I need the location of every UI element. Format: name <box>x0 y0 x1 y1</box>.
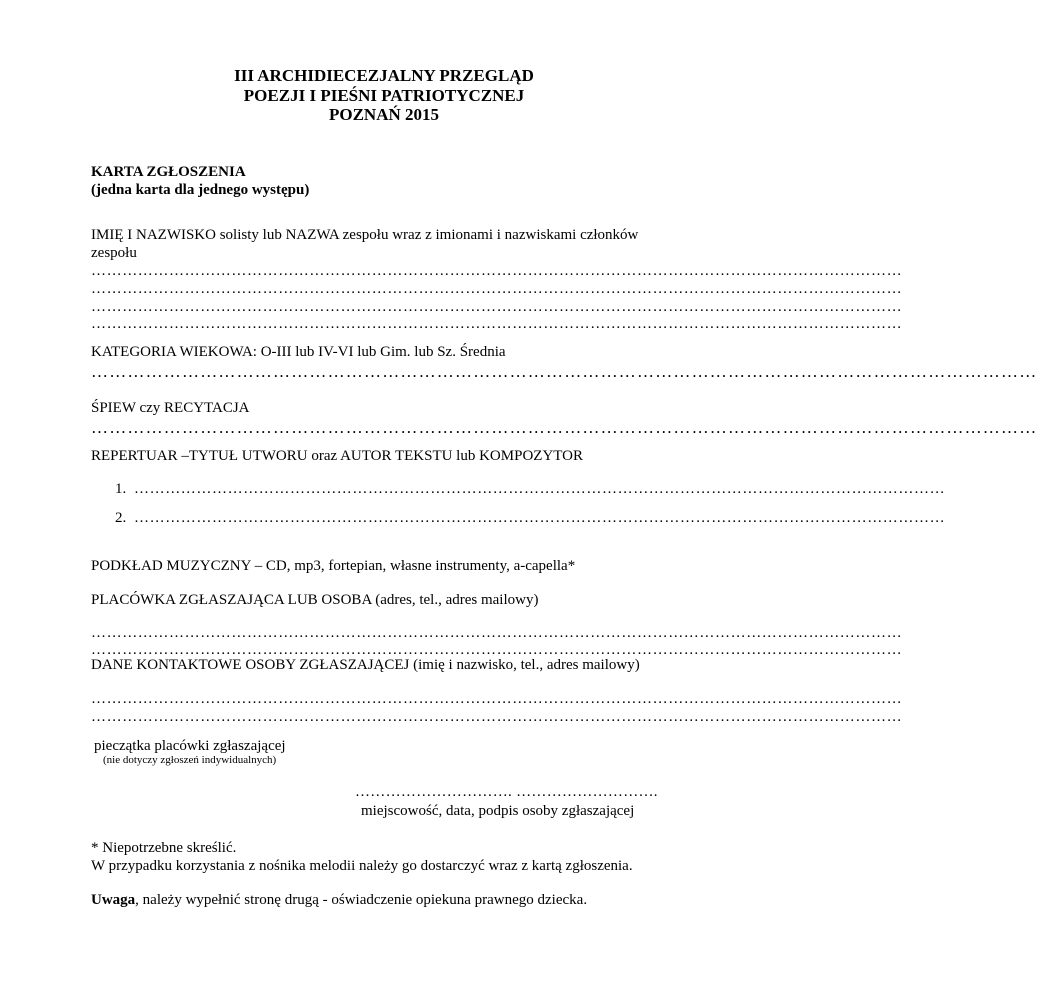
warning-text: , należy wypełnić stronę drugą - oświadczenie opiekuna prawnego dziecka. <box>135 892 588 908</box>
repertoire-item-2-fill[interactable]: ………………………………………………………………………………………………………………………………………… <box>134 510 946 526</box>
warning-note <box>91 891 587 909</box>
contact-fill-line-2[interactable]: ………………………………………………………………………………………………………………………………………… <box>91 709 903 725</box>
stamp-label: pieczątka placówki zgłaszającej <box>94 738 286 754</box>
name-fill-line-2[interactable]: ………………………………………………………………………………………………………………………………………… <box>91 281 903 297</box>
header-line-3: POZNAŃ 2015 <box>328 105 440 124</box>
header-line-1: III ARCHIDIECEZJALNY PRZEGLĄD <box>234 66 534 85</box>
card-subtitle: (jedna karta dla jednego występu) <box>91 182 310 198</box>
name-fill-line-3[interactable]: ………………………………………………………………………………………………………………………………………… <box>91 299 903 315</box>
type-fill-line[interactable]: ………………………………………………………………………………………………………………………………………… <box>91 418 1037 437</box>
institution-label: PLACÓWKA ZGŁASZAJĄCA LUB OSOBA (adres, tel., adres mailowy) <box>91 592 539 608</box>
signature-label: miejscowość, data, podpis osoby zgłaszającej <box>361 803 635 819</box>
card-title: KARTA ZGŁOSZENIA <box>91 164 246 180</box>
repertoire-label: REPERTUAR –TYTUŁ UTWORU oraz AUTOR TEKSTU lub KOMPOZYTOR <box>91 448 584 464</box>
name-fill-line-1[interactable]: ………………………………………………………………………………………………………………………………………… <box>91 263 903 279</box>
institution-fill-line-2[interactable]: ………………………………………………………………………………………………………………………………………… <box>91 642 903 658</box>
stamp-note: (nie dotyczy zgłoszeń indywidualnych) <box>103 754 277 766</box>
name-fill-line-4[interactable]: ………………………………………………………………………………………………………………………………………… <box>91 316 903 332</box>
institution-fill-line-1[interactable]: ………………………………………………………………………………………………………………………………………… <box>91 625 903 641</box>
warning-bold-word: Uwaga <box>91 892 136 908</box>
footnote-asterisk: * Niepotrzebne skreślić. <box>91 840 237 856</box>
type-label: ŚPIEW czy RECYTACJA <box>91 400 250 416</box>
repertoire-item-2-number: 2. <box>115 510 127 526</box>
music-label: PODKŁAD MUZYCZNY – CD, mp3, fortepian, własne instrumenty, a-capella* <box>91 558 576 574</box>
category-fill-line[interactable]: ………………………………………………………………………………………………………………………………………… <box>91 362 1037 381</box>
name-label-line-1: IMIĘ I NAZWISKO solisty lub NAZWA zespołu wraz z imionami i nazwiskami członków <box>91 227 639 243</box>
repertoire-item-1-number: 1. <box>115 481 127 497</box>
contact-fill-line-1[interactable]: ………………………………………………………………………………………………………………………………………… <box>91 691 903 707</box>
header-line-2: POEZJI I PIEŚNI PATRIOTYCZNEJ <box>243 86 525 105</box>
contact-label: DANE KONTAKTOWE OSOBY ZGŁASZAJĄCEJ (imię i nazwisko, tel., adres mailowy) <box>91 657 640 673</box>
signature-fill-line[interactable]: …………………………. ………………………. <box>355 784 658 800</box>
name-label-line-2: zespołu <box>91 245 137 261</box>
category-label: KATEGORIA WIEKOWA: O-III lub IV-VI lub Gim. lub Sz. Średnia <box>91 344 506 360</box>
repertoire-item-1-fill[interactable]: ………………………………………………………………………………………………………………………………………… <box>134 481 946 497</box>
footnote-carrier: W przypadku korzystania z nośnika melodii należy go dostarczyć wraz z kartą zgłoszenia. <box>91 858 633 874</box>
